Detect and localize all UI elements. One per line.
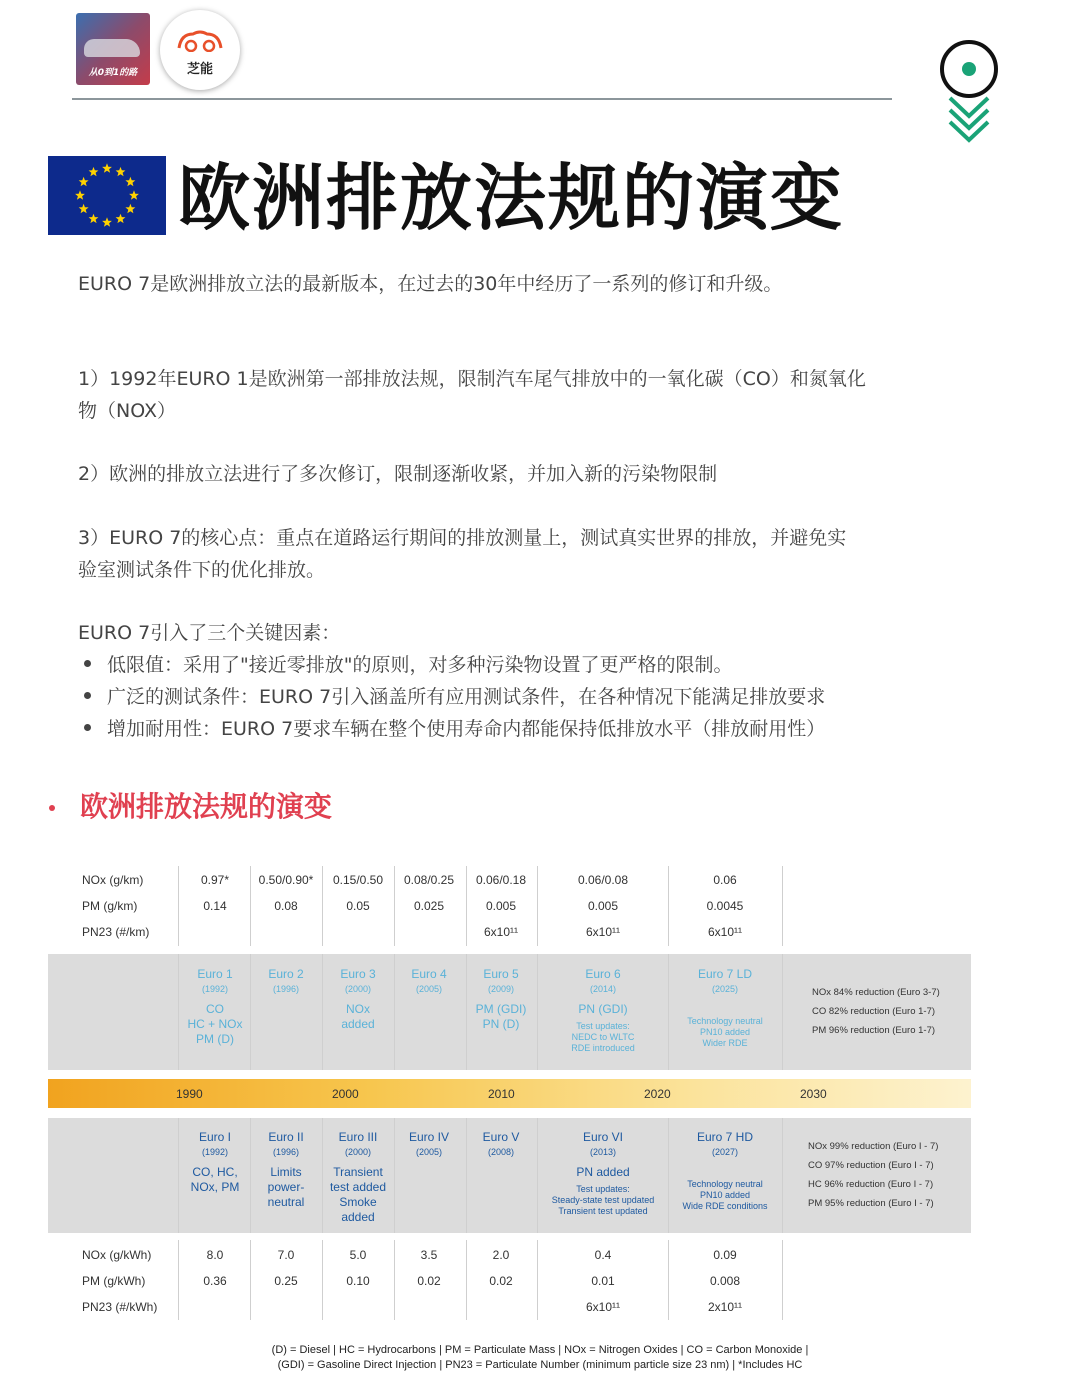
stage-note: Technology neutral (687, 1016, 763, 1026)
stage-name: Euro 3 (340, 967, 376, 981)
ld-pm-value: 0.025 (413, 899, 445, 913)
factors-title: EURO 7引入了三个关键因素： (78, 622, 341, 644)
target-chevrons-icon[interactable] (938, 40, 1000, 144)
bullet-icon (84, 692, 91, 699)
logo-left (76, 13, 150, 85)
ld-reduction: NOx 84% reduction (Euro 3-7) (812, 987, 940, 998)
ld-nox-value: 0.97* (200, 873, 230, 887)
hd-pm-value: 0.008 (709, 1274, 741, 1288)
stage-name: Euro 5 (483, 967, 519, 981)
stage-name: Euro I (198, 1130, 231, 1144)
timeline-year: 2020 (644, 1087, 671, 1101)
stage-name: Euro IV (408, 1130, 450, 1144)
stage-name: Euro VI (582, 1130, 624, 1144)
hd-stage (246, 1130, 326, 1210)
hd-pn-value: 6x10¹¹ (585, 1300, 620, 1314)
stage-desc: CO (206, 1002, 224, 1016)
stage-year: (2014) (589, 984, 616, 994)
eu-flag-icon (48, 156, 166, 235)
ld-pm-value: 0.14 (203, 899, 227, 913)
stage-note: Test updates: (576, 1184, 630, 1194)
ld-pn-value: 6x10¹¹ (707, 925, 742, 939)
ld-nox-value: 0.15/0.50 (332, 873, 384, 887)
stage-note: Transient test updated (558, 1206, 648, 1216)
ld-stage (461, 967, 541, 1032)
hd-pm-value: 0.25 (274, 1274, 298, 1288)
hd-pm-value: 0.02 (417, 1274, 441, 1288)
stage-name: Euro III (338, 1130, 378, 1144)
stage-name: Euro 7 HD (696, 1130, 754, 1144)
stage-year: (2008) (487, 1147, 514, 1157)
stage-desc: CO, HC, (192, 1165, 238, 1179)
ld-stage (246, 967, 326, 996)
hd-stage (533, 1130, 673, 1217)
hd-pm-value: 0.36 (203, 1274, 227, 1288)
ld-row-label: PM (g/km) (82, 899, 138, 913)
stage-year: (2027) (711, 1147, 738, 1157)
stage-desc: HC + NOx (187, 1017, 243, 1031)
column-divider (668, 866, 669, 946)
stage-name: Euro 1 (197, 967, 233, 981)
logo-right-text: 芝能 (186, 62, 213, 77)
hd-nox-value: 5.0 (349, 1248, 367, 1262)
stage-year: (2013) (589, 1147, 616, 1157)
chart-legend-line-2: (GDI) = Gasoline Direct Injection | PN23 = Particulate Number (minimum particle size 23 nm) | *Includes HC (277, 1359, 803, 1371)
ld-stage (175, 967, 255, 1047)
hd-nox-value: 3.5 (420, 1248, 438, 1262)
hd-nox-value: 7.0 (277, 1248, 295, 1262)
hd-pm-value: 0.10 (346, 1274, 370, 1288)
stage-year: (2005) (415, 1147, 442, 1157)
point-1-line-2: 物（NOX） (78, 400, 176, 422)
hd-nox-value: 0.4 (594, 1248, 612, 1262)
page-title: 欧洲排放法规的演变 (178, 156, 845, 240)
stage-desc: NOx, PM (190, 1180, 240, 1194)
hd-nox-value: 8.0 (206, 1248, 224, 1262)
stage-year: (2005) (415, 984, 442, 994)
stage-desc: PN (GDI) (578, 1002, 628, 1016)
bullet-icon (84, 724, 91, 731)
hd-pn-value: 2x10¹¹ (707, 1300, 742, 1314)
ld-pm-value: 0.005 (485, 899, 517, 913)
hd-nox-value: 2.0 (492, 1248, 510, 1262)
column-divider (782, 866, 783, 946)
ld-pm-value: 0.005 (587, 899, 619, 913)
ld-row-label: PN23 (#/km) (82, 925, 150, 939)
ld-pm-value: 0.08 (274, 899, 298, 913)
stage-desc: Transient (333, 1165, 383, 1179)
chart-legend-line-1: (D) = Diesel | HC = Hydrocarbons | PM = Particulate Mass | NOx = Nitrogen Oxides | CO = Carbon Monoxide | (271, 1344, 809, 1356)
factor-item: 广泛的测试条件：EURO 7引入涵盖所有应用测试条件，在各种情况下能满足排放要求 (84, 681, 825, 713)
stage-year: (1996) (272, 1147, 299, 1157)
ld-reduction: PM 96% reduction (Euro 1-7) (812, 1025, 936, 1036)
stage-year: (1992) (201, 984, 228, 994)
column-divider (782, 1240, 783, 1320)
point-3-line-2: 验室测试条件下的优化排放。 (78, 559, 326, 581)
stage-name: Euro 7 LD (697, 967, 753, 981)
ld-pm-value: 0.05 (346, 899, 370, 913)
stage-note: RDE introduced (571, 1043, 635, 1053)
header-divider (72, 98, 892, 100)
hd-stage (318, 1130, 398, 1225)
stage-name: Euro 4 (411, 967, 447, 981)
hd-pm-value: 0.02 (489, 1274, 513, 1288)
hd-stage (655, 1130, 795, 1212)
hd-stage (461, 1130, 541, 1159)
stage-year: (1992) (201, 1147, 228, 1157)
section-bullet-icon (49, 805, 55, 811)
stage-name: Euro II (268, 1130, 304, 1144)
stage-year: (2025) (711, 984, 738, 994)
logo-right (160, 10, 240, 90)
ld-nox-value: 0.50/0.90* (258, 873, 314, 887)
stage-desc: PM (GDI) (475, 1002, 527, 1016)
ld-stage (533, 967, 673, 1054)
stage-note: Steady-state test updated (551, 1195, 655, 1205)
hd-row-label: PM (g/kWh) (82, 1274, 146, 1288)
stage-year: (2009) (487, 984, 514, 994)
stage-desc: added (341, 1210, 375, 1224)
stage-name: Euro 2 (268, 967, 304, 981)
hd-nox-value: 0.09 (713, 1248, 737, 1262)
stage-year: (2000) (344, 1147, 371, 1157)
column-divider (668, 1240, 669, 1320)
ld-stage (389, 967, 469, 996)
stage-desc: neutral (267, 1195, 305, 1209)
hd-reduction: PM 95% reduction (Euro I - 7) (808, 1198, 934, 1209)
point-2: 2）欧洲的排放立法进行了多次修订，限制逐渐收紧，并加入新的污染物限制 (78, 463, 718, 485)
stage-desc: added (341, 1017, 375, 1031)
ld-stage (655, 967, 795, 1049)
stage-name: Euro 6 (585, 967, 621, 981)
stage-name: Euro V (482, 1130, 520, 1144)
hd-reduction: CO 97% reduction (Euro I - 7) (808, 1160, 934, 1171)
timeline-year: 1990 (176, 1087, 203, 1101)
stage-note: Wide RDE conditions (682, 1201, 768, 1211)
stage-desc: NOx (346, 1002, 370, 1016)
timeline-year: 2030 (800, 1087, 827, 1101)
stage-desc: test added (329, 1180, 387, 1194)
logo-left-text: 从0到1的路 (88, 68, 138, 78)
ld-stage (318, 967, 398, 1032)
stage-note: PN10 added (699, 1190, 751, 1200)
ld-pn-value: 6x10¹¹ (483, 925, 518, 939)
stage-desc: Smoke (339, 1195, 377, 1209)
ld-reduction: CO 82% reduction (Euro 1-7) (812, 1006, 936, 1017)
stage-desc: PM (D) (196, 1032, 234, 1046)
stage-desc: PN (D) (482, 1017, 520, 1031)
stage-desc: Limits (270, 1165, 302, 1179)
point-1-line-1: 1）1992年EURO 1是欧洲第一部排放法规，限制汽车尾气排放中的一氧化碳（CO）和氮氧化 (78, 368, 866, 390)
bullet-icon (84, 660, 91, 667)
stage-note: PN10 added (699, 1027, 751, 1037)
ld-row-label: NOx (g/km) (82, 873, 144, 887)
section-title: 欧洲排放法规的演变 (80, 790, 333, 823)
hd-pm-value: 0.01 (591, 1274, 615, 1288)
stage-desc: power- (267, 1180, 305, 1194)
factor-item: 增加耐用性：EURO 7要求车辆在整个使用寿命内都能保持低排放水平（排放耐用性） (84, 713, 825, 745)
timeline-year: 2000 (332, 1087, 359, 1101)
hd-stage (389, 1130, 469, 1159)
hd-stage (175, 1130, 255, 1195)
ld-pn-value: 6x10¹¹ (585, 925, 620, 939)
stage-note: Technology neutral (687, 1179, 763, 1189)
ld-nox-value: 0.08/0.25 (403, 873, 455, 887)
hd-row-label: PN23 (#/kWh) (82, 1300, 158, 1314)
stage-note: NEDC to WLTC (571, 1032, 635, 1042)
logo-mark-icon (175, 28, 225, 52)
hd-reduction: NOx 99% reduction (Euro I - 7) (808, 1141, 939, 1152)
timeline-year: 2010 (488, 1087, 515, 1101)
hd-reduction: HC 96% reduction (Euro I - 7) (808, 1179, 934, 1190)
stage-note: Test updates: (576, 1021, 630, 1031)
ld-nox-value: 0.06 (713, 873, 737, 887)
car-icon (84, 39, 140, 57)
ld-nox-value: 0.06/0.08 (577, 873, 629, 887)
ld-nox-value: 0.06/0.18 (475, 873, 527, 887)
intro-text: EURO 7是欧洲排放立法的最新版本，在过去的30年中经历了一系列的修订和升级。 (78, 273, 783, 295)
hd-row-label: NOx (g/kWh) (82, 1248, 152, 1262)
factor-item: 低限值：采用了"接近零排放"的原则，对多种污染物设置了更严格的限制。 (84, 649, 732, 681)
stage-year: (1996) (272, 984, 299, 994)
point-3-line-1: 3）EURO 7的核心点：重点在道路运行期间的排放测量上，测试真实世界的排放，并避免实 (78, 527, 847, 549)
ld-pm-value: 0.0045 (706, 899, 744, 913)
stage-year: (2000) (344, 984, 371, 994)
stage-note: Wider RDE (702, 1038, 748, 1048)
stage-desc: PN added (576, 1165, 630, 1179)
